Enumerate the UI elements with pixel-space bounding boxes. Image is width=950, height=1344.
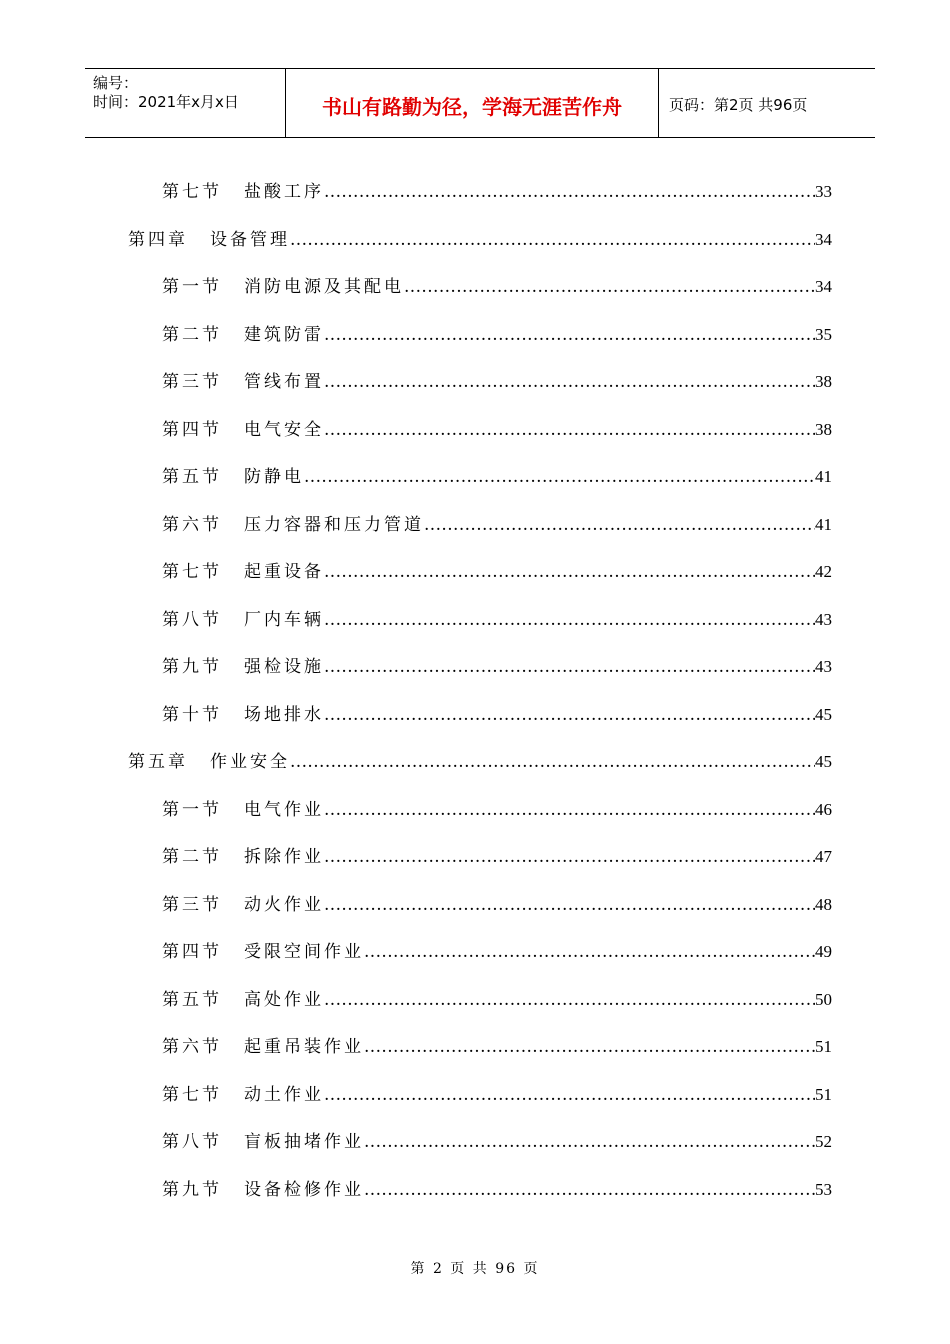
toc-entry-page: 50 (815, 989, 832, 1009)
toc-entry-number: 第八节 (162, 609, 222, 630)
toc-section-entry[interactable] (162, 885, 832, 915)
header-page-info: 页码：第2页 共96页 (669, 96, 808, 114)
toc-dot-leader (324, 800, 815, 820)
toc-chapter-entry[interactable] (128, 220, 832, 250)
toc-section-entry[interactable] (162, 505, 832, 535)
toc-entry-title: 压力容器和压力管道 (244, 514, 424, 535)
toc-section-entry[interactable] (162, 695, 832, 725)
toc-section-entry[interactable] (162, 790, 832, 820)
toc-entry-number: 第六节 (162, 1037, 222, 1057)
toc-dot-leader (324, 372, 815, 392)
document-number-label: 编号： (93, 74, 139, 92)
toc-entry-page: 45 (815, 704, 832, 724)
toc-dot-leader (290, 752, 815, 772)
toc-entry-title: 起重设备 (244, 562, 324, 582)
document-time-label: 时间：2021年x月x日 (93, 93, 239, 111)
toc-dot-leader (324, 895, 815, 915)
toc-entry-page: 41 (815, 514, 832, 534)
toc-entry-title: 厂内车辆 (244, 609, 324, 630)
toc-entry-number: 第七节 (162, 182, 222, 202)
toc-dot-leader (324, 420, 815, 440)
toc-section-entry[interactable] (162, 552, 832, 582)
toc-entry-page: 41 (815, 467, 832, 486)
footer-page-number: 第 2 页 共 96 页 (410, 1261, 540, 1277)
toc-entry-page: 51 (815, 1084, 832, 1104)
toc-entry-number: 第二节 (162, 847, 222, 867)
toc-dot-leader (324, 182, 815, 202)
toc-entry-title: 电气作业 (244, 799, 324, 820)
toc-entry-page: 48 (815, 894, 832, 914)
toc-dot-leader (324, 610, 815, 630)
toc-entry-number: 第四节 (162, 419, 222, 440)
header-page-cell (659, 69, 875, 137)
toc-entry-page: 33 (815, 182, 832, 201)
toc-section-entry[interactable] (162, 1122, 832, 1152)
toc-entry-number: 第一节 (162, 799, 222, 820)
toc-entry-title: 盲板抽堵作业 (244, 1132, 364, 1152)
toc-dot-leader (364, 1037, 815, 1057)
toc-entry-title: 盐酸工序 (244, 182, 324, 202)
toc-entry-number: 第四节 (162, 942, 222, 962)
toc-entry-page: 45 (815, 752, 832, 771)
toc-entry-number: 第九节 (162, 1179, 222, 1200)
toc-dot-leader (324, 1085, 815, 1105)
toc-entry-page: 43 (815, 609, 832, 629)
toc-entry-page: 53 (815, 1179, 832, 1199)
toc-entry-page: 49 (815, 942, 832, 961)
toc-entry-title: 动火作业 (244, 894, 324, 915)
toc-entry-number: 第七节 (162, 1084, 222, 1105)
toc-entry-page: 52 (815, 1132, 832, 1151)
toc-entry-page: 34 (815, 229, 832, 249)
toc-entry-title: 场地排水 (244, 704, 324, 725)
toc-section-entry[interactable] (162, 267, 832, 297)
toc-entry-page: 42 (815, 562, 832, 581)
toc-section-entry[interactable] (162, 362, 832, 392)
toc-entry-page: 38 (815, 419, 832, 439)
toc-dot-leader (304, 467, 815, 487)
toc-entry-title: 作业安全 (210, 752, 290, 772)
toc-dot-leader (364, 942, 815, 962)
toc-dot-leader (324, 990, 815, 1010)
toc-entry-page: 38 (815, 372, 832, 391)
toc-entry-number: 第八节 (162, 1132, 222, 1152)
toc-entry-page: 43 (815, 657, 832, 676)
toc-dot-leader (324, 705, 815, 725)
header-motto-cell (286, 69, 659, 137)
toc-section-entry[interactable] (162, 410, 832, 440)
toc-entry-page: 51 (815, 1037, 832, 1056)
toc-entry-number: 第五节 (162, 467, 222, 487)
toc-section-entry[interactable] (162, 315, 832, 345)
toc-entry-number: 第三节 (162, 894, 222, 915)
toc-entry-number: 第三节 (162, 372, 222, 392)
toc-entry-title: 设备管理 (210, 229, 290, 250)
toc-section-entry[interactable] (162, 600, 832, 630)
toc-dot-leader (424, 515, 815, 535)
toc-entry-title: 强检设施 (244, 657, 324, 677)
toc-entry-title: 拆除作业 (244, 847, 324, 867)
page-header (85, 68, 875, 138)
toc-entry-title: 防静电 (244, 467, 304, 487)
toc-entry-title: 动土作业 (244, 1084, 324, 1105)
toc-section-entry[interactable] (162, 837, 832, 867)
toc-entry-number: 第五章 (128, 752, 188, 772)
toc-entry-title: 消防电源及其配电 (244, 277, 404, 297)
toc-section-entry[interactable] (162, 1027, 832, 1057)
toc-entry-title: 管线布置 (244, 372, 324, 392)
toc-chapter-entry[interactable] (128, 742, 832, 772)
toc-entry-page: 46 (815, 799, 832, 819)
toc-dot-leader (290, 230, 815, 250)
toc-entry-number: 第二节 (162, 324, 222, 345)
toc-entry-number: 第七节 (162, 562, 222, 582)
toc-entry-title: 起重吊装作业 (244, 1037, 364, 1057)
page-footer (0, 1258, 950, 1278)
toc-entry-title: 设备检修作业 (244, 1179, 364, 1200)
toc-dot-leader (404, 277, 815, 297)
toc-entry-title: 电气安全 (244, 419, 324, 440)
toc-section-entry[interactable] (162, 1075, 832, 1105)
toc-dot-leader (324, 325, 815, 345)
header-motto: 书山有路勤为径，学海无涯苦作舟 (322, 95, 622, 119)
toc-section-entry[interactable] (162, 457, 832, 487)
toc-entry-title: 受限空间作业 (244, 942, 364, 962)
toc-section-entry[interactable] (162, 932, 832, 962)
toc-entry-number: 第六节 (162, 514, 222, 535)
toc-entry-number: 第九节 (162, 657, 222, 677)
toc-entry-title: 高处作业 (244, 989, 324, 1010)
toc-dot-leader (364, 1132, 815, 1152)
toc-dot-leader (324, 847, 815, 867)
toc-dot-leader (364, 1180, 815, 1200)
toc-entry-number: 第一节 (162, 277, 222, 297)
toc-entry-number: 第十节 (162, 704, 222, 725)
toc-entry-title: 建筑防雷 (244, 324, 324, 345)
toc-dot-leader (324, 657, 815, 677)
toc-section-entry[interactable] (162, 980, 832, 1010)
toc-section-entry[interactable] (162, 647, 832, 677)
toc-section-entry[interactable] (162, 1170, 832, 1200)
toc-section-entry[interactable] (162, 172, 832, 202)
toc-entry-number: 第五节 (162, 989, 222, 1010)
header-meta-cell (85, 69, 286, 137)
toc-entry-number: 第四章 (128, 229, 188, 250)
toc-entry-page: 35 (815, 324, 832, 344)
toc-entry-page: 47 (815, 847, 832, 866)
toc-entry-page: 34 (815, 277, 832, 296)
toc-dot-leader (324, 562, 815, 582)
